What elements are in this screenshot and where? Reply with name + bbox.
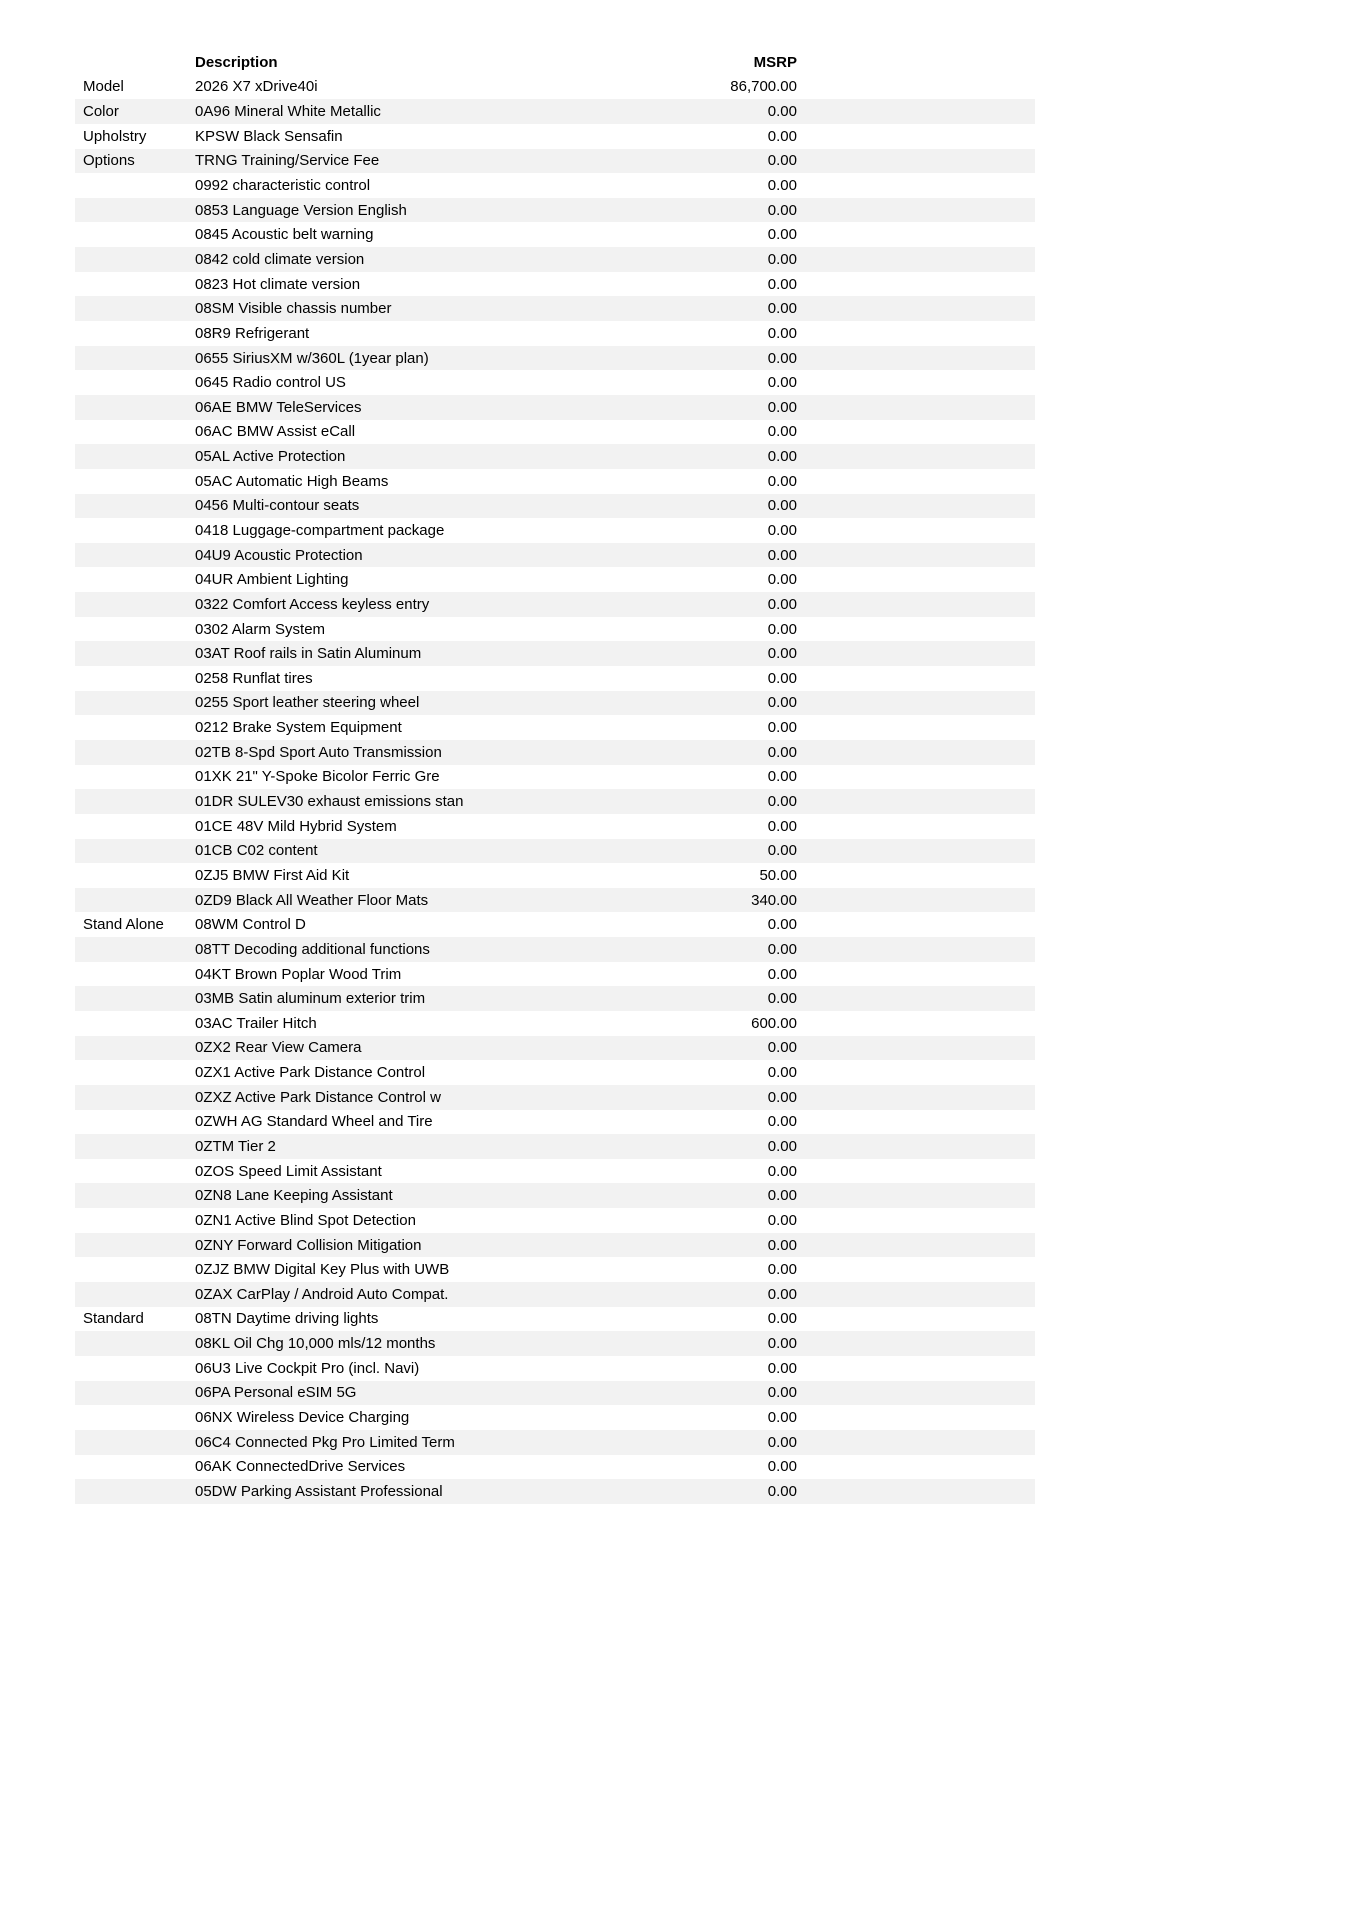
row-description: 06AC BMW Assist eCall (195, 423, 356, 441)
row-msrp: 0.00 (767, 521, 797, 539)
table-row (75, 395, 1035, 420)
row-description: TRNG Training/Service Fee (195, 152, 380, 170)
row-description: 0302 Alarm System (195, 620, 326, 638)
row-msrp: 0.00 (767, 1261, 797, 1279)
row-msrp: 600.00 (751, 1014, 797, 1032)
row-description: 0845 Acoustic belt warning (195, 226, 374, 244)
row-description: 0655 SiriusXM w/360L (1year plan) (195, 349, 429, 367)
row-msrp: 0.00 (767, 1162, 797, 1180)
row-category: Stand Alone (83, 916, 164, 934)
row-description: 05AL Active Protection (195, 448, 346, 466)
row-description: 08WM Control D (195, 916, 306, 934)
table-row (75, 1356, 1035, 1381)
row-description: 0212 Brake System Equipment (195, 719, 402, 737)
table-row (75, 149, 1035, 174)
row-msrp: 0.00 (767, 620, 797, 638)
table-row (75, 1134, 1035, 1159)
row-msrp: 0.00 (767, 916, 797, 934)
row-msrp: 0.00 (767, 1113, 797, 1131)
row-description: 0ZJZ BMW Digital Key Plus with UWB (195, 1261, 450, 1279)
table-row (75, 222, 1035, 247)
row-description: 02TB 8-Spd Sport Auto Transmission (195, 743, 442, 761)
table-row (75, 321, 1035, 346)
row-msrp: 0.00 (767, 669, 797, 687)
table-row (75, 1479, 1035, 1504)
table-row (75, 937, 1035, 962)
table-row (75, 1110, 1035, 1135)
row-description: 0ZAX CarPlay / Android Auto Compat. (195, 1285, 449, 1303)
row-msrp: 0.00 (767, 768, 797, 786)
row-category: Upholstry (83, 127, 147, 145)
row-msrp: 0.00 (767, 1359, 797, 1377)
row-msrp: 0.00 (767, 103, 797, 121)
row-msrp: 0.00 (767, 324, 797, 342)
table-row (75, 1405, 1035, 1430)
table-row (75, 567, 1035, 592)
row-msrp: 0.00 (767, 177, 797, 195)
row-description: 08R9 Refrigerant (195, 324, 310, 342)
row-description: 0645 Radio control US (195, 374, 346, 392)
row-msrp: 0.00 (767, 743, 797, 761)
row-description: 0ZN1 Active Blind Spot Detection (195, 1211, 416, 1229)
row-description: 03MB Satin aluminum exterior trim (195, 990, 426, 1008)
row-msrp: 0.00 (767, 1310, 797, 1328)
row-description: 01CB C02 content (195, 842, 318, 860)
row-description: 0ZTM Tier 2 (195, 1138, 276, 1155)
table-row (75, 198, 1035, 223)
row-msrp: 0.00 (767, 817, 797, 835)
row-msrp: 0.00 (767, 250, 797, 268)
table-row (75, 715, 1035, 740)
table-row (75, 912, 1035, 937)
row-category: Model (83, 78, 124, 96)
row-description: 0456 Multi-contour seats (195, 497, 360, 515)
table-row (75, 99, 1035, 124)
row-category: Color (83, 103, 119, 121)
table-row (75, 1381, 1035, 1406)
table-row (75, 272, 1035, 297)
table-row (75, 1282, 1035, 1307)
row-description: 04KT Brown Poplar Wood Trim (195, 965, 402, 983)
row-msrp: 0.00 (767, 1384, 797, 1402)
table-row (75, 765, 1035, 790)
table-row (75, 1011, 1035, 1036)
table-body (75, 75, 1035, 1504)
row-msrp: 0.00 (767, 1039, 797, 1057)
row-msrp: 0.00 (767, 349, 797, 367)
table-row (75, 370, 1035, 395)
row-description: 08KL Oil Chg 10,000 mls/12 months (195, 1335, 436, 1353)
table-row (75, 839, 1035, 864)
row-description: 01CE 48V Mild Hybrid System (195, 817, 397, 835)
table-row (75, 518, 1035, 543)
table-row (75, 1183, 1035, 1208)
row-description: 0322 Comfort Access keyless entry (195, 595, 430, 613)
row-msrp: 340.00 (751, 891, 797, 909)
row-msrp: 86,700.00 (730, 78, 797, 96)
row-msrp: 0.00 (767, 694, 797, 712)
row-description: 0853 Language Version English (195, 201, 407, 219)
table-row (75, 346, 1035, 371)
row-description: 04U9 Acoustic Protection (195, 546, 363, 564)
row-msrp: 0.00 (767, 645, 797, 663)
row-description: 0A96 Mineral White Metallic (195, 103, 381, 121)
row-description: 01DR SULEV30 exhaust emissions stan (195, 793, 464, 811)
table-row (75, 691, 1035, 716)
table-row (75, 888, 1035, 913)
table-row (75, 641, 1035, 666)
row-msrp: 0.00 (767, 1482, 797, 1500)
table-row (75, 962, 1035, 987)
table-row (75, 1159, 1035, 1184)
row-description: 0255 Sport leather steering wheel (195, 694, 420, 712)
table-row (75, 1233, 1035, 1258)
row-msrp: 0.00 (767, 965, 797, 983)
row-msrp: 0.00 (767, 990, 797, 1008)
row-msrp: 0.00 (767, 793, 797, 811)
row-description: 0ZX1 Active Park Distance Control (195, 1064, 426, 1082)
row-msrp: 0.00 (767, 1335, 797, 1353)
row-description: 06AK ConnectedDrive Services (195, 1458, 406, 1476)
table-row (75, 173, 1035, 198)
row-description: 08TN Daytime driving lights (195, 1310, 379, 1328)
row-msrp: 0.00 (767, 719, 797, 737)
table-row (75, 1430, 1035, 1455)
table-row (75, 1331, 1035, 1356)
row-description: 0823 Hot climate version (195, 275, 361, 293)
row-description: 0ZWH AG Standard Wheel and Tire (195, 1113, 433, 1131)
row-msrp: 0.00 (767, 1138, 797, 1155)
row-msrp: 0.00 (767, 398, 797, 416)
table-row (75, 666, 1035, 691)
table-row (75, 444, 1035, 469)
row-msrp: 0.00 (767, 374, 797, 392)
row-description: 03AT Roof rails in Satin Aluminum (195, 645, 422, 663)
table-row (75, 617, 1035, 642)
row-msrp: 0.00 (767, 1064, 797, 1082)
msrp-header: MSRP (753, 53, 797, 71)
description-header: Description (195, 53, 278, 71)
row-msrp: 0.00 (767, 842, 797, 860)
row-description: 0842 cold climate version (195, 250, 365, 268)
table-row (75, 469, 1035, 494)
row-description: 06AE BMW TeleServices (195, 398, 362, 416)
row-description: 06NX Wireless Device Charging (195, 1409, 410, 1427)
table-row (75, 420, 1035, 445)
row-description: 0ZOS Speed Limit Assistant (195, 1162, 382, 1180)
row-msrp: 0.00 (767, 940, 797, 958)
row-description: 0ZXZ Active Park Distance Control w (195, 1088, 441, 1106)
row-msrp: 0.00 (767, 1187, 797, 1205)
row-msrp: 0.00 (767, 1236, 797, 1254)
row-description: 0ZD9 Black All Weather Floor Mats (195, 891, 429, 909)
row-msrp: 0.00 (767, 201, 797, 219)
row-description: 06U3 Live Cockpit Pro (incl. Navi) (195, 1359, 420, 1377)
row-description: 04UR Ambient Lighting (195, 571, 349, 589)
row-msrp: 50.00 (759, 866, 797, 884)
row-msrp: 0.00 (767, 1211, 797, 1229)
row-description: KPSW Black Sensafin (195, 127, 343, 145)
row-msrp: 0.00 (767, 1088, 797, 1106)
table-row (75, 543, 1035, 568)
row-msrp: 0.00 (767, 1458, 797, 1476)
row-msrp: 0.00 (767, 497, 797, 515)
row-msrp: 0.00 (767, 275, 797, 293)
vehicle-options-table (75, 50, 1035, 1504)
row-description: 06PA Personal eSIM 5G (195, 1384, 357, 1402)
table-row (75, 494, 1035, 519)
row-category: Standard (83, 1310, 144, 1328)
row-msrp: 0.00 (767, 423, 797, 441)
row-description: 0418 Luggage-compartment package (195, 521, 445, 539)
table-row (75, 1060, 1035, 1085)
row-description: 0ZNY Forward Collision Mitigation (195, 1236, 422, 1254)
table-row (75, 863, 1035, 888)
table-row (75, 740, 1035, 765)
table-row (75, 1085, 1035, 1110)
row-description: 06C4 Connected Pkg Pro Limited Term (195, 1433, 455, 1451)
table-row (75, 789, 1035, 814)
row-description: 0258 Runflat tires (195, 669, 313, 687)
row-msrp: 0.00 (767, 1433, 797, 1451)
table-row (75, 1455, 1035, 1480)
table-row (75, 75, 1035, 100)
row-msrp: 0.00 (767, 226, 797, 244)
row-description: 05DW Parking Assistant Professional (195, 1482, 443, 1500)
row-msrp: 0.00 (767, 152, 797, 170)
table-row (75, 1307, 1035, 1332)
row-msrp: 0.00 (767, 127, 797, 145)
row-description: 0ZJ5 BMW First Aid Kit (195, 866, 350, 884)
table-row (75, 1036, 1035, 1061)
row-msrp: 0.00 (767, 300, 797, 318)
row-msrp: 0.00 (767, 448, 797, 466)
table-header-row (75, 50, 1035, 75)
row-msrp: 0.00 (767, 472, 797, 490)
row-category: Options (83, 152, 135, 170)
table-row (75, 1257, 1035, 1282)
row-description: 05AC Automatic High Beams (195, 472, 389, 490)
row-description: 0992 characteristic control (195, 177, 371, 195)
row-msrp: 0.00 (767, 1409, 797, 1427)
table-row (75, 986, 1035, 1011)
row-msrp: 0.00 (767, 1285, 797, 1303)
table-row (75, 296, 1035, 321)
row-description: 08TT Decoding additional functions (195, 940, 430, 958)
table-row (75, 124, 1035, 149)
row-description: 08SM Visible chassis number (195, 300, 392, 318)
row-description: 01XK 21" Y-Spoke Bicolor Ferric Gre (195, 768, 440, 786)
row-msrp: 0.00 (767, 595, 797, 613)
table-row (75, 592, 1035, 617)
table-row (75, 814, 1035, 839)
row-description: 0ZN8 Lane Keeping Assistant (195, 1187, 393, 1205)
table-row (75, 247, 1035, 272)
row-msrp: 0.00 (767, 546, 797, 564)
row-msrp: 0.00 (767, 571, 797, 589)
row-description: 2026 X7 xDrive40i (195, 78, 318, 96)
table-row (75, 1208, 1035, 1233)
row-description: 0ZX2 Rear View Camera (195, 1039, 362, 1057)
row-description: 03AC Trailer Hitch (195, 1014, 317, 1032)
